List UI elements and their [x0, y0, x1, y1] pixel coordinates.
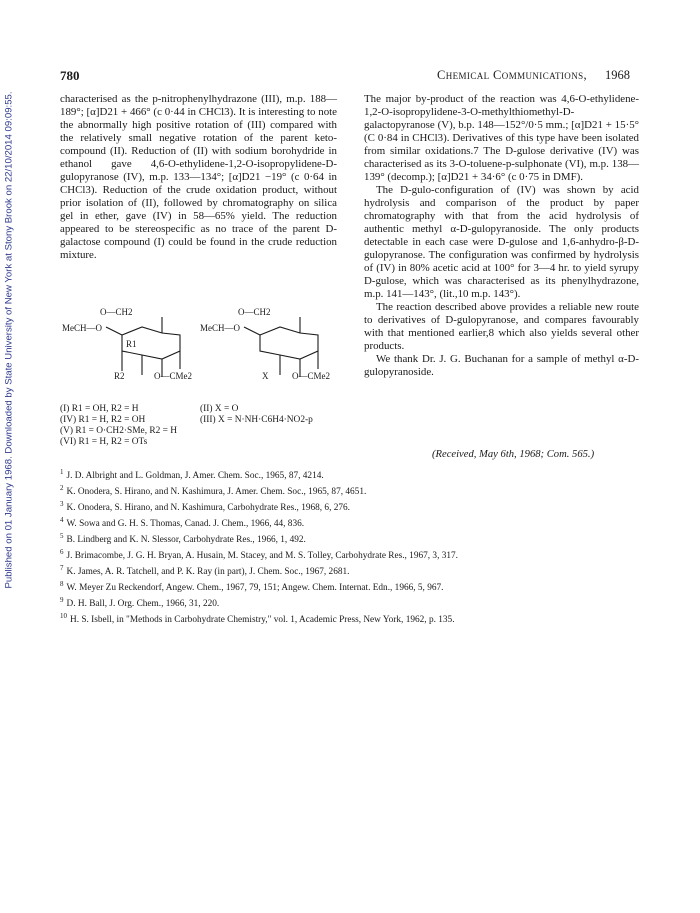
legend-compound-5: (V) R1 = O·CH2·SMe, R2 = H	[60, 426, 178, 436]
journal-name: Chemical Communications,	[437, 68, 588, 82]
compound-legend	[60, 404, 313, 448]
reference-item: $^4$ W. Sowa and G. H. S. Thomas, Canad. J. Chem., 1966, 44, 836.	[60, 516, 305, 530]
right-x-label: X	[262, 371, 269, 381]
reference-item: $^7$ K. James, A. R. Tatchell, and P. K. Ray (in part), J. Chem. Soc., 1967, 2681.	[60, 564, 350, 578]
right-paragraph-2: The D-gulo-configuration of (IV) was shown by acid hydrolysis and comparison of the product by paper chromatography with that from the acid hydrolysis of authentic methyl α-D-gulopyranoside. The only products detectable in each case were D-gulose and 1,6-anhydro-β-D-gulopyranose. The configuration was confirmed by hydrolysis of (IV) in 80% acetic acid at 100° for 3—4 hr. to yield syrupy D-gulose, which was characterised as its phenylhydrazone, m.p. 141—143°, (lit.,10 m.p. 143°).	[364, 184, 639, 300]
legend-compound-2: (II) X = O	[200, 404, 239, 414]
references-list	[60, 467, 660, 627]
reference-item: $^3$ K. Onodera, S. Hirano, and N. Kashimura, Carbohydrate Res., 1968, 6, 276.	[60, 500, 351, 514]
reference-item: $^6$ J. Brimacombe, J. G. H. Bryan, A. Husain, M. Stacey, and M. S. Tolley, Carbohydrate Res., 1967, 3, 317.	[60, 548, 458, 562]
left-column	[60, 93, 337, 262]
reference-item: $^8$ W. Meyer Zu Reckendorf, Angew. Chem., 1967, 79, 151; Angew. Chem. Internat. Edn., 1966, 5, 967.	[60, 580, 444, 594]
reference-item: $^2$ K. Onodera, S. Hirano, and N. Kashimura, J. Amer. Chem. Soc., 1965, 87, 4651.	[60, 484, 367, 498]
right-paragraph-4: We thank Dr. J. G. Buchanan for a sample of methyl α-D-gulopyranoside.	[364, 353, 639, 378]
reference-item: $^1$ J. D. Albright and L. Goldman, J. Amer. Chem. Soc., 1965, 87, 4214.	[60, 468, 324, 482]
right-column	[364, 93, 639, 379]
reference-item: $^5$ B. Lindberg and K. N. Slessor, Carbohydrate Res., 1966, 1, 492.	[60, 532, 306, 546]
right-ch2-label: O—CH2	[238, 307, 271, 317]
left-r1-label: R1	[126, 339, 137, 349]
page-number: 780	[60, 68, 80, 83]
reference-item: $^{10}$ H. S. Isbell, in "Methods in Carbohydrate Chemistry," vol. 1, Academic Press, New York, 1962, p. 135.	[60, 612, 455, 626]
right-paragraph-1: The major by-product of the reaction was 4,6-O-ethylidene-1,2-O-isopropylidene-3-O-methylthiomethyl-D-galactopyranose (V), b.p. 148—152°/0·5 mm.; [α]D21 + 15·5° (C 0·84 in CHCl3). Derivatives of this type have been isolated from similar oxidations.7 The D-gulose derivative (IV) was characterised as its 3-O-toluene-p-sulphonate (VI), m.p. 138—139° (decomp.); [α]D21 + 34·6° (c 0·75 in DMF).	[364, 93, 639, 183]
right-ocme-label: O—CMe2	[292, 371, 330, 381]
legend-compound-1: (I) R1 = OH, R2 = H	[60, 404, 139, 414]
left-ch2-label: O—CH2	[100, 307, 133, 317]
download-note: Published on 01 January 1968. Downloaded by State University of New York at Stony Brook on 22/10/2014 09:09:55.	[3, 91, 15, 589]
right-mech-label: MeCH—O	[200, 323, 240, 333]
reference-item: $^9$ D. H. Ball, J. Org. Chem., 1966, 31, 220.	[60, 596, 220, 610]
left-r2-label: R2	[114, 371, 125, 381]
journal-year: 1968	[605, 68, 630, 82]
legend-compound-3: (III) X = N·NH·C6H4·NO2-p	[200, 415, 313, 425]
download-watermark	[2, 60, 16, 620]
left-mech-label: MeCH—O	[62, 323, 102, 333]
structure-drawing	[62, 305, 347, 405]
legend-compound-4: (IV) R1 = H, R2 = OH	[60, 415, 146, 425]
left-ocme-label: O—CMe2	[154, 371, 192, 381]
received-date: (Received, May 6th, 1968; Com. 565.)	[432, 449, 595, 460]
legend-compound-6: (VI) R1 = H, R2 = OTs	[60, 437, 148, 447]
left-paragraph-1: characterised as the p-nitrophenylhydrazone (III), m.p. 188—189°; [α]D21 + 466° (c 0·44 in CHCl3). It is interesting to note the abnormally high positive rotation of (III) compared with the relatively small negative rotation of the parent keto-compound (II). Reduction of (II) with sodium borohydride in ethanol gave 4,6-O-ethylidene-1,2-O-isopropylidene-D-gulopyranose (IV), m.p. 133—134°; [α]D21 −19° (c 0·64 in CHCl3). Reduction of the crude oxidation product, without prior isolation of (II), followed by chromatography on silica gel in ether, gave (IV) in 58—65% yield. The reduction appeared to be stereospecific as no trace of the parent D-galactose compound (I) could be found in the crude reduction mixture.	[60, 93, 337, 261]
right-paragraph-3: The reaction described above provides a reliable new route to derivatives of D-gulopyranose, and compares favourably with that mentioned earlier,8 which also yields several other products.	[364, 301, 639, 352]
